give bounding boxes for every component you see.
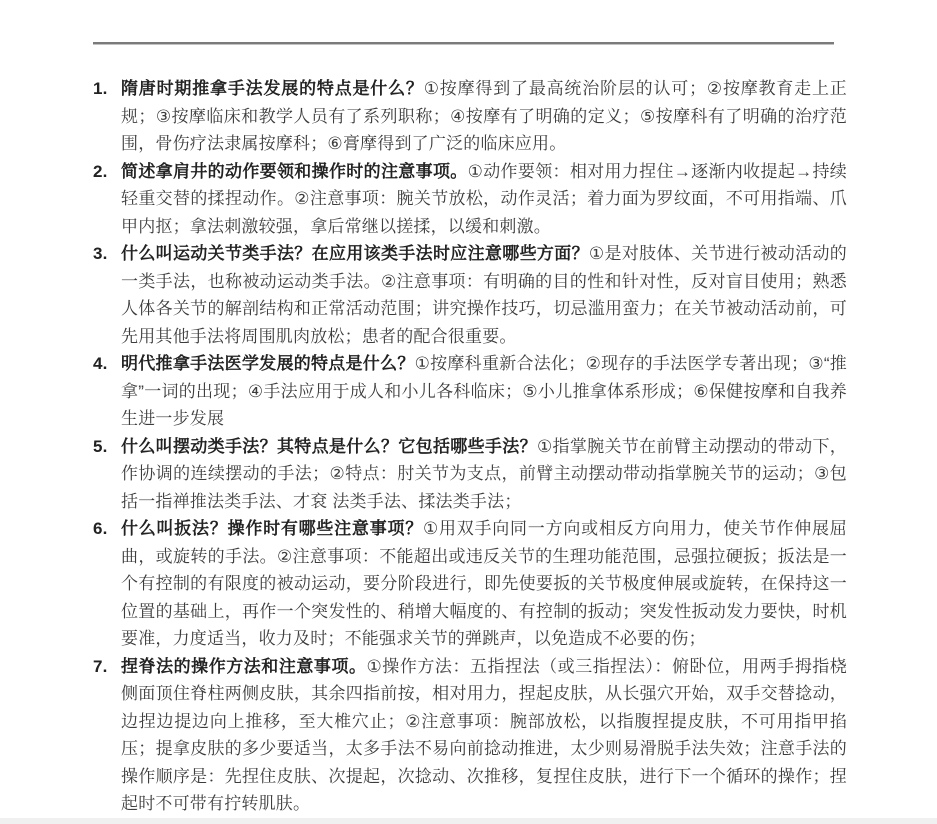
answer-text: ①按摩得到了最高统治阶层的认可；②按摩教育走上正规；③按摩临床和教学人员有了系列职称；④按摩有了明确的定义；⑤按摩科有了明确的治疗范围，骨伤疗法隶属按摩科；⑥膏摩得到了广泛的临床应用。 xyxy=(121,79,847,153)
answer-text: ①操作方法：五指捏法（或三指捏法）：俯卧位，用两手拇指桡侧面顶住脊柱两侧皮肤，其余四指前按，相对用力，捏起皮肤，从长强穴开始，双手交替捻动，边捏边提边向上推移，至大椎穴止；②注意事项：腕部放松，以指腹捏提皮肤，不可用指甲掐压；提拿皮肤的多少要适当，太多手法不易向前捻动推进，太少则易滑脱手法失效；注意手法的操作顺序是：先捏住皮肤、次提起，次捻动、次推移，复捏住皮肤，进行下一个循环的操作；捏起时不可带有拧转肌肤。 xyxy=(121,656,847,813)
item-number: 1. xyxy=(93,79,108,98)
item-number: 6. xyxy=(93,519,108,538)
list-item xyxy=(93,158,847,241)
question-text: 简述拿肩井的动作要领和操作时的注意事项。 xyxy=(121,161,468,181)
list-item xyxy=(93,515,847,653)
item-number: 7. xyxy=(93,656,108,676)
list-item xyxy=(93,433,847,516)
question-text: 什么叫扳法？操作时有哪些注意事项？ xyxy=(121,519,423,538)
list-item xyxy=(93,350,847,433)
divider-line xyxy=(93,42,834,45)
list-item xyxy=(93,240,847,350)
list-item xyxy=(93,75,847,158)
item-number: 5. xyxy=(93,436,108,456)
qa-list xyxy=(93,75,847,818)
answer-text: ①用双手向同一方向或相反方向用力，使关节作伸展屈曲，或旋转的手法。②注意事项：不能超出或违反关节的生理功能范围，忌强拉硬扳；扳法是一个有控制的有限度的被动运动，要分阶段进行，即先使要扳的关节极度伸展或旋转，在保持这一位置的基础上，再作一个突发性的、稍增大幅度的、有控制的扳动；突发性扳动发力要快，时机要准，力度适当，收力及时；不能强求关节的弹跳声，以免造成不必要的伤； xyxy=(121,519,847,648)
answer-text: ①动作要领：相对用力捏住→逐渐内收提起→持续轻重交替的揉捏动作。②注意事项：腕关节放松，动作灵活；着力面为罗纹面，不可用指端、爪甲内抠；拿法刺激较强，拿后常继以搓揉，以缓和刺激。 xyxy=(121,161,848,236)
answer-text: ①按摩科重新合法化；②现存的手法医学专著出现；③“推拿”一词的出现；④手法应用于成人和小儿各科临床；⑤小儿推拿体系形成；⑥保健按摩和自我养生进一步发展 xyxy=(121,354,847,428)
question-text: 明代推拿手法医学发展的特点是什么？ xyxy=(121,354,415,373)
question-text: 捏脊法的操作方法和注意事项。 xyxy=(121,656,367,676)
question-text: 隋唐时期推拿手法发展的特点是什么？ xyxy=(121,79,424,98)
list-item xyxy=(93,653,847,818)
item-number: 3. xyxy=(93,244,108,263)
question-text: 什么叫摆动类手法？其特点是什么？它包括哪些手法？ xyxy=(121,436,537,456)
question-text: 什么叫运动关节类手法？在应用该类手法时应注意哪些方面？ xyxy=(121,244,589,263)
answer-text: ①是对肢体、关节进行被动活动的一类手法，也称被动运动类手法。②注意事项：有明确的目的性和针对性，反对盲目使用；熟悉人体各关节的解剖结构和正常活动范围；讲究操作技巧，切忌滥用蛮力；在关节被动活动前，可先用其他手法将周围肌肉放松；患者的配合很重要。 xyxy=(121,244,847,346)
item-number: 4. xyxy=(93,354,108,373)
item-number: 2. xyxy=(93,161,108,181)
bottom-edge-strip xyxy=(0,818,937,824)
answer-text: ①指掌腕关节在前臂主动摆动的带动下，作协调的连续摆动的手法；②特点：肘关节为支点，前臂主动摆动带动指掌腕关节的运动；③包括一指禅推法类手法、才袞 法类手法、揉法类手法； xyxy=(121,436,847,511)
